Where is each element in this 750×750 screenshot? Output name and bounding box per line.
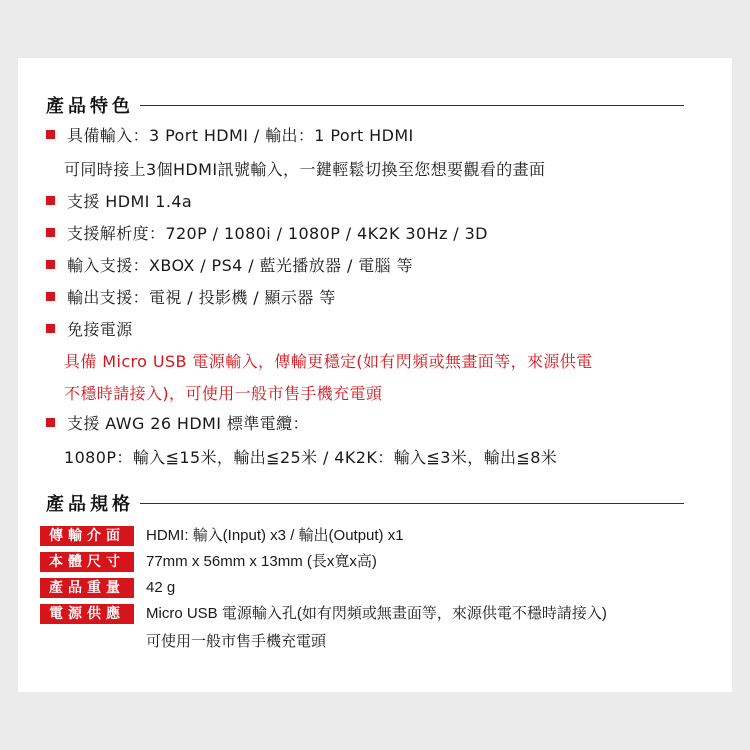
bullet-icon: [46, 196, 55, 205]
features-heading: [46, 92, 684, 118]
feature-note-red: 不穩時請接入)，可使用一般市售手機充電頭: [64, 384, 383, 403]
specs-title: 產品規格: [46, 494, 134, 515]
spec-value: 42 g: [146, 579, 176, 596]
bullet-icon: [46, 130, 55, 139]
spec-label: 產品重量: [40, 578, 134, 598]
spec-label: 電源供應: [40, 604, 134, 624]
spec-value-continuation: 可使用一般市售手機充電頭: [146, 633, 327, 650]
feature-item-continuation: 可同時接上3個HDMI訊號輸入，一鍵輕鬆切換至您想要觀看的畫面: [64, 160, 546, 179]
bullet-icon: [46, 324, 55, 333]
bullet-icon: [46, 418, 55, 427]
feature-item-continuation: 1080P：輸入≦15米，輸出≦25米 / 4K2K：輸入≦3米，輸出≦8米: [64, 448, 558, 467]
feature-item: 具備輸入：3 Port HDMI / 輸出：1 Port HDMI: [46, 126, 414, 146]
bullet-icon: [46, 292, 55, 301]
features-divider: [140, 105, 684, 106]
features-title: 產品特色: [46, 96, 134, 117]
spec-value: Micro USB 電源輸入孔(如有閃頻或無畫面等，來源供電不穩時請接入): [146, 605, 607, 622]
spec-label: 本體尺寸: [40, 552, 134, 572]
feature-item: 支援 AWG 26 HDMI 標準電纜：: [46, 414, 309, 434]
spec-label: 傳輸介面: [40, 526, 134, 546]
bullet-icon: [46, 228, 55, 237]
feature-item: 輸出支援：電視 / 投影機 / 顯示器 等: [46, 288, 336, 308]
specs-heading: [46, 490, 684, 516]
spec-value: HDMI: 輸入(Input) x3 / 輸出(Output) x1: [146, 527, 404, 544]
feature-item: 輸入支援：XBOX / PS4 / 藍光播放器 / 電腦 等: [46, 256, 413, 276]
specs-divider: [140, 503, 684, 504]
feature-item: 支援解析度：720P / 1080i / 1080P / 4K2K 30Hz / 3D: [46, 224, 488, 244]
feature-item: 免接電源: [46, 320, 133, 340]
spec-value: 77mm x 56mm x 13mm (長x寬x高): [146, 553, 377, 570]
content-panel: [18, 58, 732, 692]
feature-note-red: 具備 Micro USB 電源輸入，傳輸更穩定(如有閃頻或無畫面等，來源供電: [64, 352, 593, 371]
feature-item: 支援 HDMI 1.4a: [46, 192, 192, 212]
bullet-icon: [46, 260, 55, 269]
